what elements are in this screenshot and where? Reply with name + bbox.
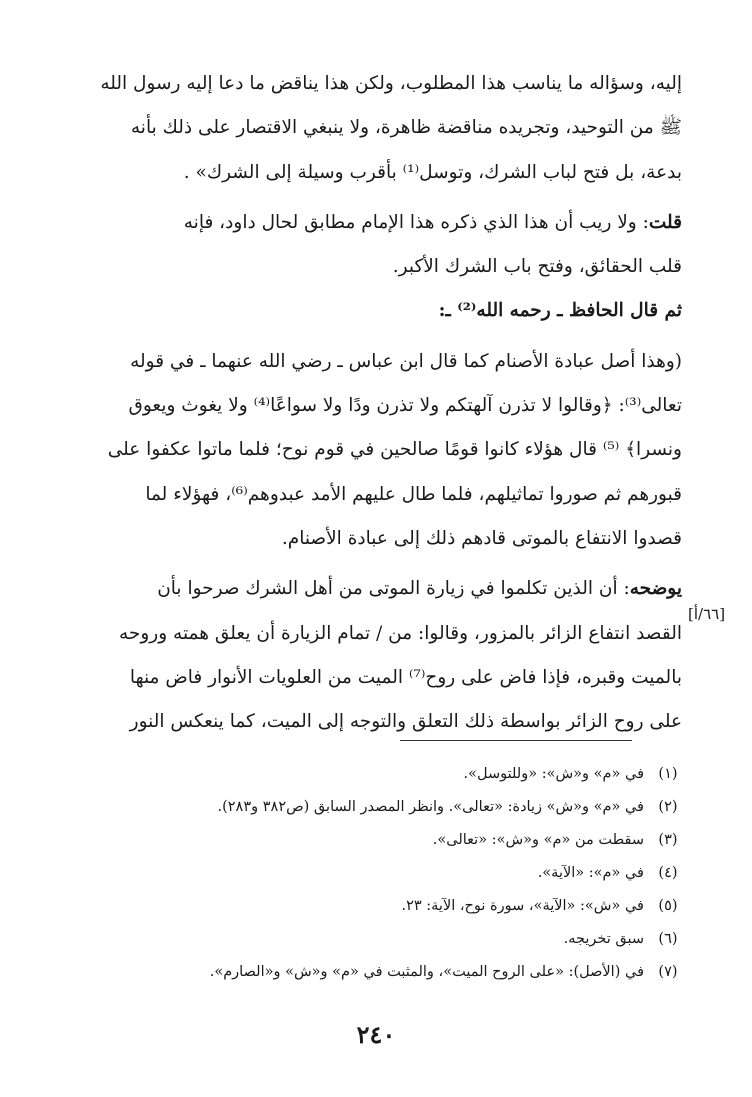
section-heading: ثم قال الحافظ ـ رحمه الله⁽²⁾ ـ: [438, 300, 682, 322]
footnote-number: (٦) [658, 931, 678, 947]
line: بدعة، بل فتح لباب الشرك، وتوسل⁽¹⁾ بأقرب وسيلة إلى الشرك» . [183, 161, 682, 183]
line: إليه، وسؤاله ما يناسب هذا المطلوب، ولكن هذا يناقض ما دعا إليه رسول الله [100, 73, 682, 94]
footnote-4 [70, 857, 682, 890]
footnote-7 [70, 956, 682, 989]
footnote-number: (١) [658, 766, 678, 782]
footnote-number: (٧) [658, 964, 678, 980]
line: (وهذا أصل عبادة الأصنام كما قال ابن عباس ـ رضي الله عنهما ـ في قوله [130, 350, 682, 372]
page-number: ٢٤٠ [356, 1020, 396, 1049]
footnote-6 [70, 923, 682, 956]
line: قلب الحقائق، وفتح باب الشرك الأكبر. [392, 256, 682, 278]
footnote-text: في «ش»: «الآية»، سورة نوح، الآية: ٢٣. [401, 898, 644, 914]
line: قصدوا الانتفاع بالموتى قادهم ذلك إلى عبادة الأصنام. [281, 527, 682, 549]
footnote-text: في «م» و«ش»: «وللتوسل». [463, 766, 644, 782]
paragraph-3 [70, 340, 682, 561]
footnote-1 [70, 758, 682, 791]
line: تعالى⁽³⁾: ﴿وقالوا لا تذرن آلهتكم ولا تذرن ودًا ولا سواعًا⁽⁴⁾ ولا يغوث ويعوق [128, 395, 682, 417]
footnote-text: في (الأصل): «على الروح الميت»، والمثبت في «م» و«ش» و«الصارم». [209, 964, 644, 980]
line: : أن الذين تكلموا في زيارة الموتى من أهل الشرك صرحوا بأن [157, 578, 630, 600]
footnotes [70, 758, 682, 989]
footnote-number: (٣) [658, 832, 678, 848]
lead-word: قلت [648, 211, 682, 233]
footnote-divider [400, 740, 632, 741]
lead-word: يوضحه [629, 578, 682, 600]
line: القصد انتفاع الزائر بالمزور، وقالوا: من / تمام الزيارة أن يعلق همته وروحه [118, 622, 682, 644]
manuscript-folio-ref: [٦٦/أ] [688, 605, 726, 623]
main-text [70, 62, 682, 744]
footnote-text: سقطت من «م» و«ش»: «تعالى». [432, 832, 644, 848]
footnote-number: (٤) [658, 865, 678, 881]
footnote-text: سبق تخريجه. [563, 931, 644, 947]
paragraph-2 [70, 201, 682, 290]
line: : ولا ريب أن هذا الذي ذكره هذا الإمام مطابق لحال داود، فإنه [183, 211, 649, 233]
line: ﷺ من التوحيد، وتجريده مناقضة ظاهرة، ولا ينبغي الاقتصار على ذلك بأنه [130, 117, 682, 139]
footnote-text: في «م»: «الآية». [537, 865, 644, 881]
paragraph-4 [70, 567, 682, 744]
line: على روح الزائر بواسطة ذلك التعلق والتوجه إلى الميت، كما ينعكس النور [129, 711, 682, 733]
footnote-2 [70, 791, 682, 824]
footnote-text: في «م» و«ش» زيادة: «تعالى». وانظر المصدر السابق (ص٣٨٢ و٢٨٣). [217, 799, 644, 815]
footnote-5 [70, 890, 682, 923]
paragraph-1 [70, 62, 682, 195]
footnote-number: (٢) [658, 799, 678, 815]
line: بالميت وقبره، فإذا فاض على روح⁽⁷⁾ الميت من العلويات الأنوار فاض منها [129, 666, 682, 688]
line: ونسرا﴾ ⁽⁵⁾ قال هؤلاء كانوا قومًا صالحين في قوم نوح؛ فلما ماتوا عكفوا على [107, 439, 682, 461]
line: قبورهم ثم صوروا تماثيلهم، فلما طال عليهم الأمد عبدوهم⁽⁶⁾، فهؤلاء لما [145, 483, 682, 505]
footnote-number: (٥) [658, 898, 678, 914]
footnote-3 [70, 824, 682, 857]
